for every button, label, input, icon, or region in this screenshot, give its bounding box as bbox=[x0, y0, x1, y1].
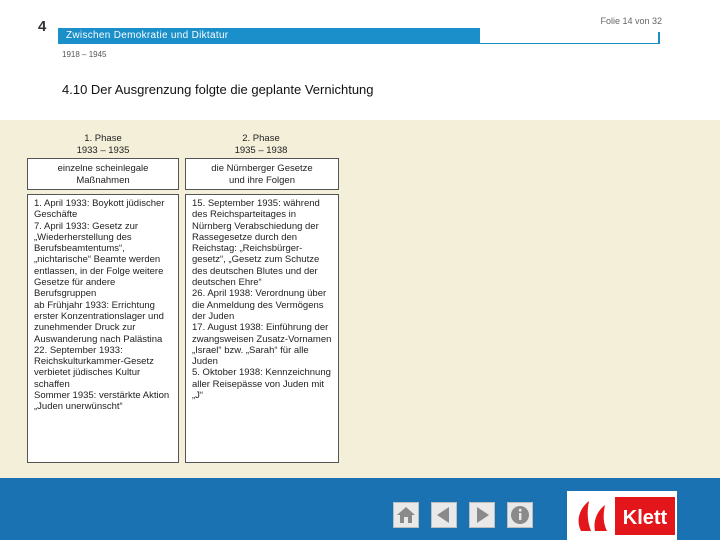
slide-title: 4.10 Der Ausgrenzung folgte die geplante Vernichtung bbox=[62, 82, 374, 97]
phase-2-heading-box bbox=[185, 158, 339, 190]
header-rule-tick bbox=[658, 32, 660, 44]
home-button[interactable] bbox=[393, 502, 419, 528]
phase-2-details: 15. September 1935: während des Reichsparteitages in Nürnberg Verabschiedung der Rassegesetze durch den Reichstag: „Reichsbürger-gesetz“, „Gesetz zum Schutze des deutschen Blutes und der deutschen Ehre“ 26. April 1938: Verordnung über die Anmeldung des Vermögens der Juden 17. August 1938: Einführung der zwangsweisen Zusatz-Vornamen „Israel“ bzw. „Sarah“ für alle Juden 5. Oktober 1938: Kennzeichnung aller Reisepässe von Juden mit „J“ bbox=[192, 198, 332, 402]
phase-2-years: 1935 – 1938 bbox=[234, 145, 288, 156]
phase-1-heading-box bbox=[27, 158, 179, 190]
klett-logo bbox=[567, 491, 677, 540]
phase-2-label: 2. Phase bbox=[242, 133, 280, 144]
previous-icon bbox=[432, 503, 456, 527]
next-button[interactable] bbox=[469, 502, 495, 528]
slide-counter: Folie 14 von 32 bbox=[600, 16, 662, 26]
home-icon bbox=[394, 503, 418, 527]
phase-2-header bbox=[186, 133, 336, 157]
phase-1-header bbox=[28, 133, 178, 157]
info-button[interactable] bbox=[507, 502, 533, 528]
phase-1-details: 1. April 1933: Boykott jüdischer Geschäfte 7. April 1933: Gesetz zur „Wiederherstellung des Berufsbeamtentums“, „nichtarische“ Beamte werden entlassen, in der Folge weitere Gesetze für andere Berufsgruppen ab Frühjahr 1933: Errichtung erster Konzentrationslager und zunehmender Druck zur Auswanderung nach Palästina 22. September 1933: Reichskulturkammer-Gesetz verbietet jüdisches Kultur schaffen Sommer 1935: verstärkte Aktion „Juden unerwünscht“ bbox=[34, 198, 170, 413]
phase-1-label: 1. Phase bbox=[84, 133, 122, 144]
phase-1-details-box bbox=[27, 194, 179, 463]
phase-1-heading: einzelne scheinlegale Maßnahmen bbox=[57, 163, 149, 186]
previous-button[interactable] bbox=[431, 502, 457, 528]
klett-logo-mark bbox=[567, 491, 677, 540]
phase-2-details-box bbox=[185, 194, 339, 463]
header-rule bbox=[480, 43, 660, 44]
next-icon bbox=[470, 503, 494, 527]
period-label: 1918 – 1945 bbox=[62, 50, 107, 59]
chapter-number: 4 bbox=[38, 18, 47, 35]
content-panel bbox=[0, 120, 720, 478]
info-icon bbox=[508, 503, 532, 527]
phase-1-years: 1933 – 1935 bbox=[76, 145, 130, 156]
phase-2-heading: die Nürnberger Gesetze und ihre Folgen bbox=[211, 163, 313, 186]
klett-logo-text: Klett bbox=[622, 507, 668, 529]
chapter-title: Zwischen Demokratie und Diktatur bbox=[66, 30, 229, 41]
